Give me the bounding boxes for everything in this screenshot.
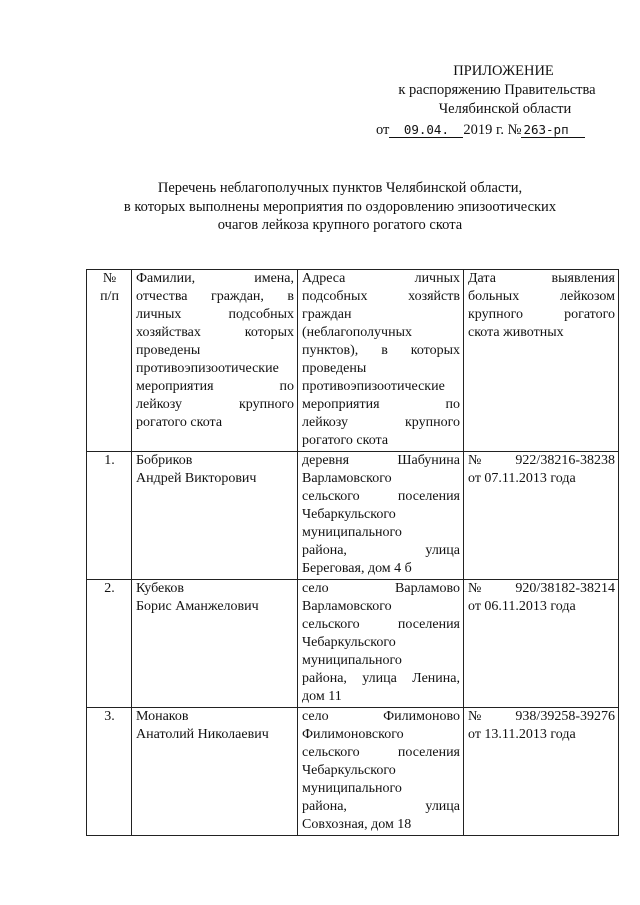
table-row bbox=[87, 452, 619, 580]
appendix-line-order: к распоряжению Правительства bbox=[398, 82, 596, 98]
row-name bbox=[132, 452, 298, 580]
header-address bbox=[298, 270, 464, 452]
cell-line: от 07.11.2013 года bbox=[468, 471, 576, 486]
cell-line: Чебаркульского bbox=[302, 763, 396, 778]
cell-line: подсобных хозяйств bbox=[302, 289, 460, 304]
cell-line: сельского поселения bbox=[302, 745, 460, 760]
cell-line: мероприятия по bbox=[302, 397, 460, 412]
cell-line: Чебаркульского bbox=[302, 635, 396, 650]
cell-line: муниципального bbox=[302, 525, 402, 540]
cell-line: село Филимоново bbox=[302, 709, 460, 724]
title-line-3: очагов лейкоза крупного рогатого скота bbox=[217, 217, 463, 233]
row-date bbox=[464, 708, 619, 836]
cell-line: № 938/39258-39276 bbox=[468, 709, 615, 724]
cell-line: Бобриков bbox=[136, 453, 193, 468]
cell-line: Совхозная, дом 18 bbox=[302, 817, 412, 832]
cell-line: Кубеков bbox=[136, 581, 184, 596]
header-number bbox=[87, 270, 132, 452]
row-date bbox=[464, 452, 619, 580]
cell-line: граждан bbox=[302, 307, 352, 322]
cell-line: № 920/38182-38214 bbox=[468, 581, 615, 596]
cell-line: дом 11 bbox=[302, 689, 342, 704]
row-name bbox=[132, 708, 298, 836]
cell-line: Монаков bbox=[136, 709, 189, 724]
cell-line: от 06.11.2013 года bbox=[468, 599, 576, 614]
cell-line: муниципального bbox=[302, 781, 402, 796]
cell-line: лейкозу крупного bbox=[302, 415, 460, 430]
cell-line: больных лейкозом bbox=[468, 289, 615, 304]
row-name bbox=[132, 580, 298, 708]
cell-line: Филимоновского bbox=[302, 727, 404, 742]
cell-line: мероприятия по bbox=[136, 379, 294, 394]
cell-line: крупного рогатого bbox=[468, 307, 615, 322]
year-suffix: 2019 г. № bbox=[463, 122, 522, 138]
cell-line: Анатолий Николаевич bbox=[136, 727, 269, 742]
cell-line: Береговая, дом 4 б bbox=[302, 561, 412, 576]
cell-line: пунктов), в которых bbox=[302, 343, 460, 358]
cell-line: сельского поселения bbox=[302, 617, 460, 632]
row-number: 2. bbox=[87, 580, 132, 708]
appendix-block bbox=[376, 62, 606, 140]
cell-line: лейкозу крупного bbox=[136, 397, 294, 412]
cell-line: село Варламово bbox=[302, 581, 460, 596]
table-row bbox=[87, 708, 619, 836]
cell-line: рогатого скота bbox=[302, 433, 389, 448]
cell-line: Адреса личных bbox=[302, 271, 460, 286]
from-prefix: от bbox=[376, 122, 390, 138]
cell-line: п/п bbox=[100, 289, 119, 304]
cell-line: деревня Шабунина bbox=[302, 453, 460, 468]
cell-line: Варламовского bbox=[302, 471, 392, 486]
cell-line: (неблагополучных bbox=[302, 325, 412, 340]
cell-line: хозяйствах которых bbox=[136, 325, 294, 340]
appendix-label: ПРИЛОЖЕНИЕ bbox=[453, 63, 554, 79]
header-date bbox=[464, 270, 619, 452]
cell-line: личных подсобных bbox=[136, 307, 294, 322]
cell-line: № bbox=[102, 271, 117, 286]
cell-line: Дата выявления bbox=[468, 271, 615, 286]
order-number: 263-рп bbox=[521, 123, 585, 138]
document-title bbox=[40, 179, 640, 235]
cell-line: Борис Аманжелович bbox=[136, 599, 259, 614]
cell-line: рогатого скота bbox=[136, 415, 223, 430]
households-table bbox=[86, 269, 619, 836]
cell-line: Чебаркульского bbox=[302, 507, 396, 522]
cell-line: № 922/38216-38238 bbox=[468, 453, 615, 468]
table-row bbox=[87, 580, 619, 708]
row-date bbox=[464, 580, 619, 708]
row-address bbox=[298, 452, 464, 580]
row-number: 3. bbox=[87, 708, 132, 836]
cell-line: от 13.11.2013 года bbox=[468, 727, 576, 742]
appendix-date-line bbox=[376, 121, 606, 140]
table-header-row bbox=[87, 270, 619, 452]
cell-line: района, улица bbox=[302, 543, 460, 558]
row-address bbox=[298, 708, 464, 836]
cell-line: противоэпизоотические bbox=[302, 379, 445, 394]
title-line-2: в которых выполнены мероприятия по оздоровлению эпизоотических bbox=[123, 198, 557, 215]
cell-line: сельского поселения bbox=[302, 489, 460, 504]
order-date: 09.04. bbox=[389, 123, 463, 138]
appendix-line-region: Челябинской области bbox=[438, 101, 572, 117]
cell-line: Андрей Викторович bbox=[136, 471, 257, 486]
cell-line: Фамилии, имена, bbox=[136, 271, 294, 286]
cell-line: района, улица Ленина, bbox=[302, 671, 460, 686]
cell-line: муниципального bbox=[302, 653, 402, 668]
cell-line: Варламовского bbox=[302, 599, 392, 614]
header-names bbox=[132, 270, 298, 452]
cell-line: проведены bbox=[136, 343, 201, 358]
cell-line: скота животных bbox=[468, 325, 564, 340]
row-address bbox=[298, 580, 464, 708]
title-line-1: Перечень неблагополучных пунктов Челябинской области, bbox=[157, 180, 523, 196]
row-number: 1. bbox=[87, 452, 132, 580]
cell-line: района, улица bbox=[302, 799, 460, 814]
cell-line: противоэпизоотические bbox=[136, 361, 279, 376]
cell-line: проведены bbox=[302, 361, 367, 376]
cell-line: отчества граждан, в bbox=[136, 289, 294, 304]
